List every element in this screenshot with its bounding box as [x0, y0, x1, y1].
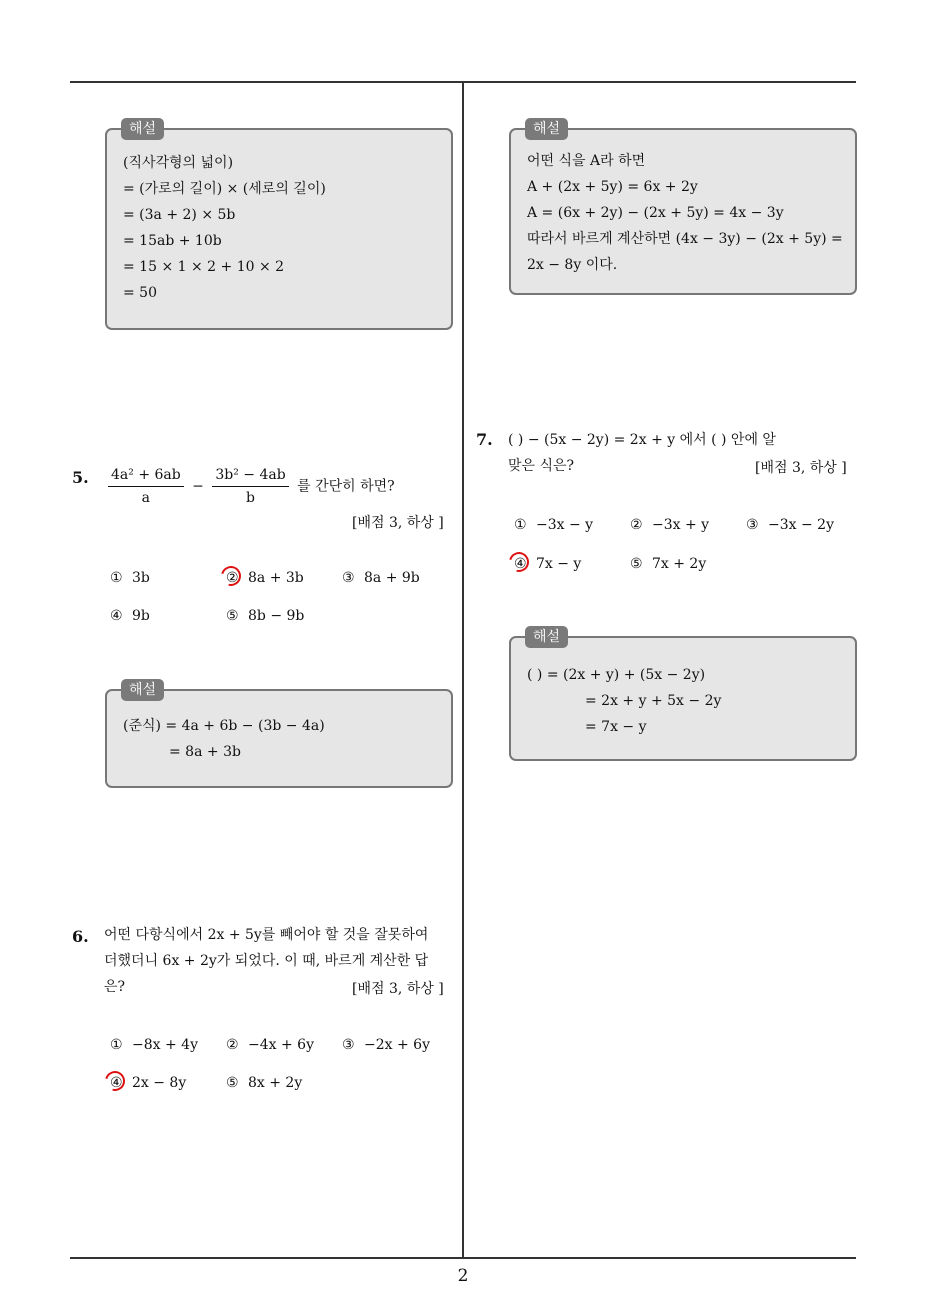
fraction-2-denominator: b	[246, 490, 255, 506]
question-6-number: 6.	[72, 927, 89, 946]
solution-tag: 해설	[121, 679, 164, 701]
question-5-suffix: 를 간단히 하면?	[297, 478, 395, 495]
fraction-1	[108, 466, 184, 507]
option-text: 8a + 3b	[248, 570, 304, 586]
solution-line: = 7x − y	[585, 719, 647, 735]
solution-line: = (3a + 2) × 5b	[123, 207, 236, 223]
q5-option-1[interactable]	[110, 570, 150, 586]
option-marker: ⑤	[226, 1075, 239, 1091]
option-text: 8b − 9b	[248, 608, 305, 624]
option-marker: ②	[226, 570, 239, 586]
solution-tag: 해설	[525, 626, 568, 648]
page-number: 2	[457, 1266, 469, 1286]
question-7-number: 7.	[476, 430, 493, 449]
option-marker: ①	[110, 570, 123, 586]
q5-option-3[interactable]	[342, 570, 420, 586]
q5-option-4[interactable]	[110, 608, 150, 624]
option-marker: ⑤	[226, 608, 239, 624]
option-text: 3b	[132, 570, 150, 586]
option-text: 8x + 2y	[248, 1075, 303, 1091]
question-7-line: ( ) − (5x − 2y) = 2x + y 에서 ( ) 안에 알	[508, 432, 776, 448]
solution-box-q5	[105, 682, 453, 788]
solution-line: = 15 × 1 × 2 + 10 × 2	[123, 259, 285, 275]
option-marker: ②	[630, 517, 643, 533]
q7-option-1[interactable]	[514, 517, 593, 533]
question-5-number: 5.	[72, 468, 89, 487]
option-marker: ⑤	[630, 556, 643, 572]
solution-box-q7	[509, 629, 857, 761]
option-marker: ②	[226, 1037, 239, 1053]
question-5-score: [배점 3, 하상 ]	[352, 515, 444, 531]
option-marker: ③	[746, 517, 759, 533]
q6-option-5[interactable]	[226, 1075, 302, 1091]
solution-line: = (가로의 길이) × (세로의 길이)	[123, 181, 326, 197]
fraction-2	[212, 466, 288, 507]
solution-line: 따라서 바르게 계산하면 (4x − 3y) − (2x + 5y) =	[527, 231, 843, 247]
question-7-line: 맞은 식은?	[508, 458, 575, 474]
solution-line: = 8a + 3b	[169, 744, 241, 760]
q6-option-3[interactable]	[342, 1037, 430, 1053]
solution-line: A = (6x + 2y) − (2x + 5y) = 4x − 3y	[527, 205, 784, 221]
question-6-line: 은?	[104, 979, 126, 995]
solution-tag: 해설	[525, 118, 568, 140]
option-text: −2x + 6y	[364, 1037, 430, 1053]
option-text: 2x − 8y	[132, 1075, 187, 1091]
option-marker: ③	[342, 1037, 355, 1053]
q5-option-5[interactable]	[226, 608, 304, 624]
option-text: −3x − 2y	[768, 517, 834, 533]
solution-line: = 15ab + 10b	[123, 233, 222, 249]
option-text: 8a + 9b	[364, 570, 420, 586]
solution-line: ( ) = (2x + y) + (5x − 2y)	[527, 667, 706, 683]
solution-line: A + (2x + 5y) = 6x + 2y	[527, 179, 698, 195]
question-7-score: [배점 3, 하상 ]	[755, 460, 847, 476]
question-7-stem	[508, 427, 776, 479]
column-divider	[462, 82, 464, 1258]
q7-option-5[interactable]	[630, 556, 706, 572]
option-text: −4x + 6y	[248, 1037, 314, 1053]
solution-line: (직사각형의 넓이)	[123, 155, 234, 171]
option-text: 7x + 2y	[652, 556, 707, 572]
q6-option-1[interactable]	[110, 1037, 198, 1053]
solution-line: = 50	[123, 285, 157, 301]
solution-line: 어떤 식을 A라 하면	[527, 153, 646, 169]
q7-option-2[interactable]	[630, 517, 709, 533]
q7-option-3[interactable]	[746, 517, 834, 533]
option-marker: ④	[110, 1075, 123, 1091]
option-marker: ④	[110, 608, 123, 624]
q6-option-2[interactable]	[226, 1037, 314, 1053]
question-5-stem	[104, 466, 395, 507]
solution-line: = 2x + y + 5x − 2y	[585, 693, 722, 709]
question-6-score: [배점 3, 하상 ]	[352, 981, 444, 997]
option-text: 9b	[132, 608, 150, 624]
fraction-2-numerator: 3b² − 4ab	[212, 466, 288, 487]
solution-line: 2x − 8y 이다.	[527, 257, 618, 273]
solution-tag: 해설	[121, 118, 164, 140]
fraction-1-numerator: 4a² + 6ab	[108, 466, 184, 487]
solution-line: (준식) = 4a + 6b − (3b − 4a)	[123, 718, 325, 734]
solution-box-area	[105, 121, 453, 330]
option-marker: ③	[342, 570, 355, 586]
minus-sign: −	[192, 478, 204, 495]
bottom-rule	[70, 1257, 856, 1259]
option-text: −3x − y	[536, 517, 594, 533]
solution-box-expression	[509, 121, 857, 295]
question-6-line: 더했더니 6x + 2y가 되었다. 이 때, 바르게 계산한 답	[104, 953, 429, 969]
option-marker: ①	[110, 1037, 123, 1053]
option-text: 7x − y	[536, 556, 582, 572]
option-text: −8x + 4y	[132, 1037, 198, 1053]
option-marker: ④	[514, 556, 527, 572]
option-marker: ①	[514, 517, 527, 533]
question-6-line: 어떤 다항식에서 2x + 5y를 빼어야 할 것을 잘못하여	[104, 927, 429, 943]
fraction-1-denominator: a	[141, 490, 151, 506]
option-text: −3x + y	[652, 517, 710, 533]
